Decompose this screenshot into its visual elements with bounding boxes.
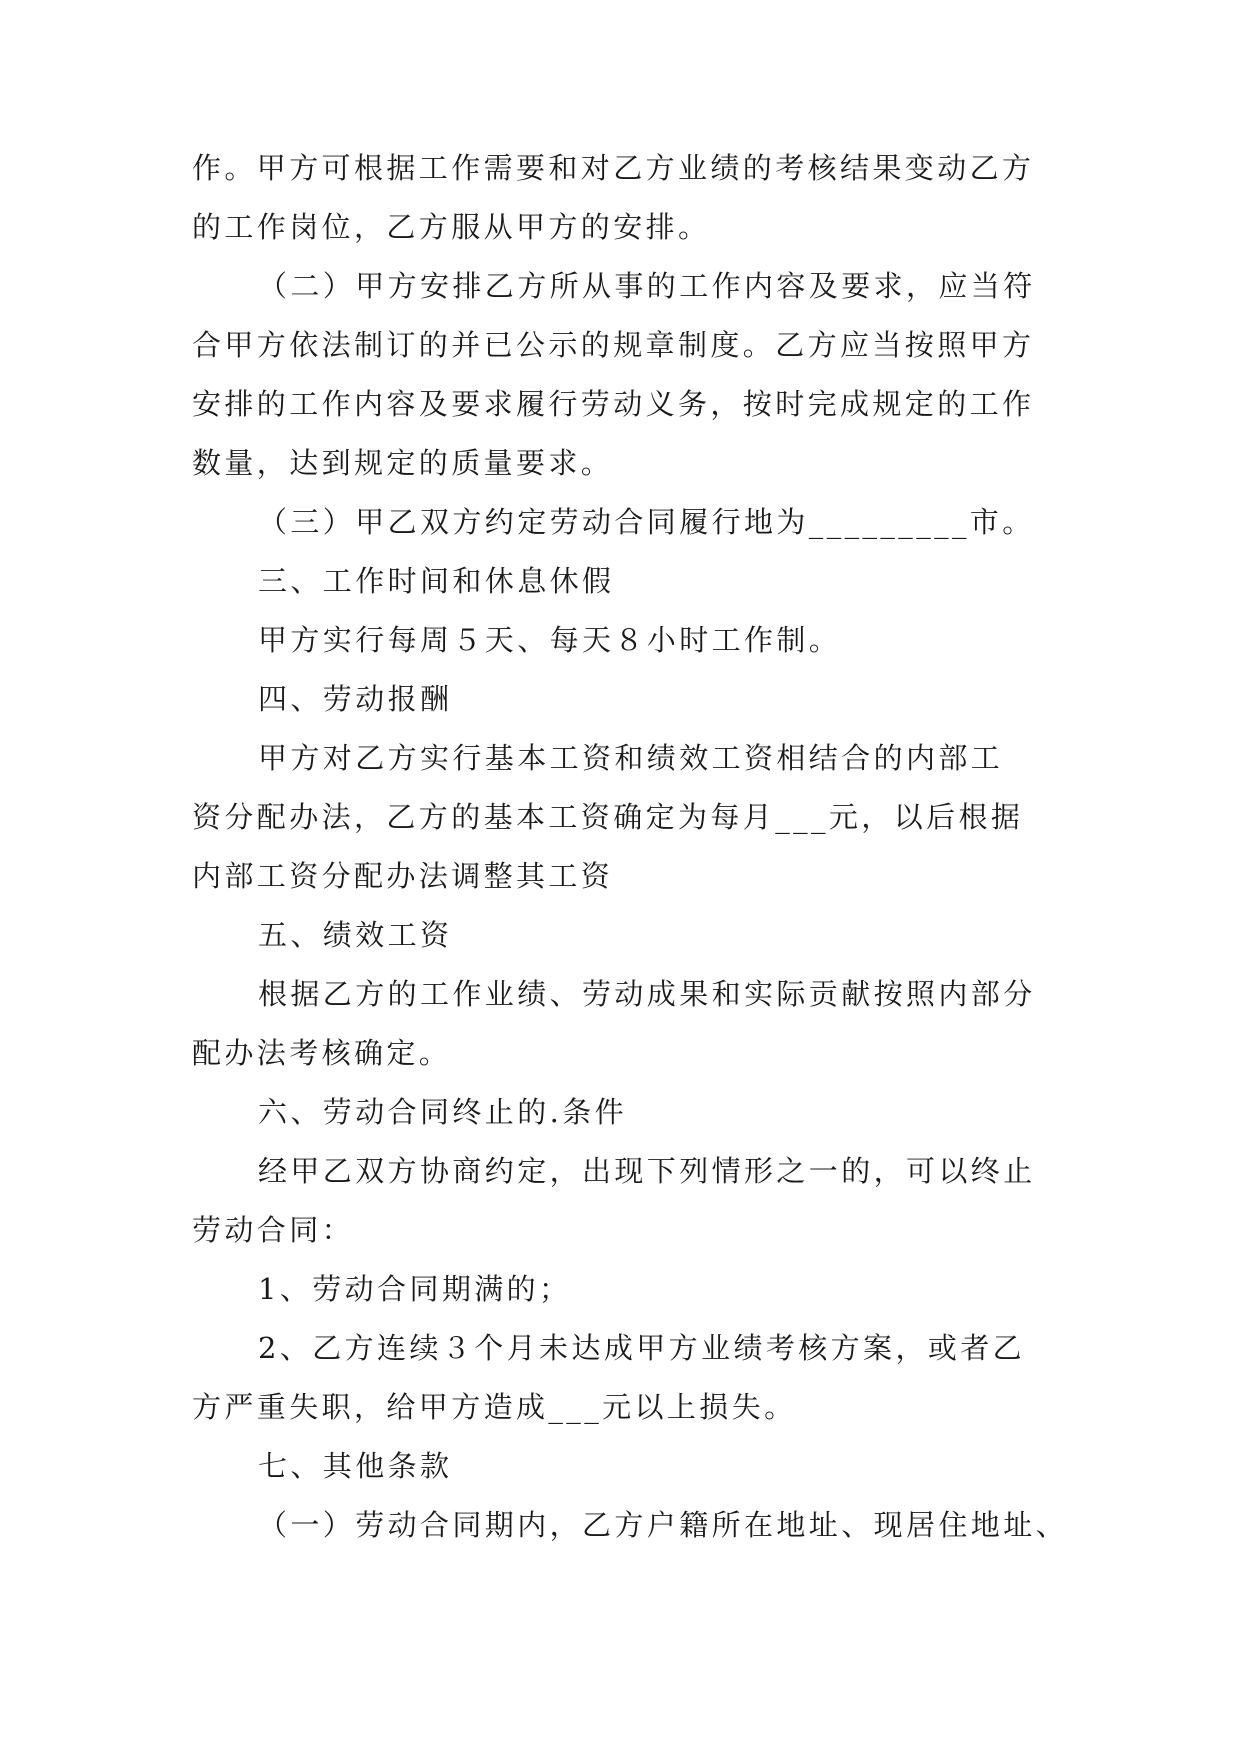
text-line: 配办法考核确定。	[192, 1036, 452, 1070]
text-line: （二）甲方安排乙方所从事的工作内容及要求，应当符	[258, 269, 1036, 303]
list-item: 1、劳动合同期满的；	[258, 1272, 572, 1306]
text-line: 的工作岗位，乙方服从甲方的安排。	[192, 210, 711, 244]
section-heading: 六、劳动合同终止的.条件	[258, 1095, 628, 1129]
section-heading: 四、劳动报酬	[258, 682, 453, 716]
text-line: （三）甲乙双方约定劳动合同履行地为_________市。	[258, 505, 1035, 539]
text-line: （一）劳动合同期内，乙方户籍所在地址、现居住地址、	[258, 1508, 1069, 1542]
text-line: 资分配办法，乙方的基本工资确定为每月___元，以后根据	[192, 800, 1024, 834]
text-line: 根据乙方的工作业绩、劳动成果和实际贡献按照内部分	[258, 977, 1036, 1011]
text-line: 数量，达到规定的质量要求。	[192, 446, 614, 480]
text-line: 内部工资分配办法调整其工资	[192, 859, 614, 893]
text-line: 作。甲方可根据工作需要和对乙方业绩的考核结果变动乙方	[192, 151, 1035, 185]
section-heading: 三、工作时间和休息休假	[258, 564, 615, 598]
list-item: 2、乙方连续３个月未达成甲方业绩考核方案，或者乙	[258, 1331, 1026, 1365]
text-line: 方严重失职，给甲方造成___元以上损失。	[192, 1390, 797, 1424]
section-heading: 五、绩效工资	[258, 918, 453, 952]
text-line: 甲方对乙方实行基本工资和绩效工资相结合的内部工	[258, 741, 1004, 775]
section-heading: 七、其他条款	[258, 1449, 453, 1483]
text-line: 安排的工作内容及要求履行劳动义务，按时完成规定的工作	[192, 387, 1035, 421]
text-line: 合甲方依法制订的并已公示的规章制度。乙方应当按照甲方	[192, 328, 1035, 362]
text-line: 经甲乙双方协商约定，出现下列情形之一的，可以终止	[258, 1154, 1036, 1188]
text-line: 甲方实行每周５天、每天８小时工作制。	[258, 623, 842, 657]
text-line: 劳动合同：	[192, 1213, 355, 1247]
